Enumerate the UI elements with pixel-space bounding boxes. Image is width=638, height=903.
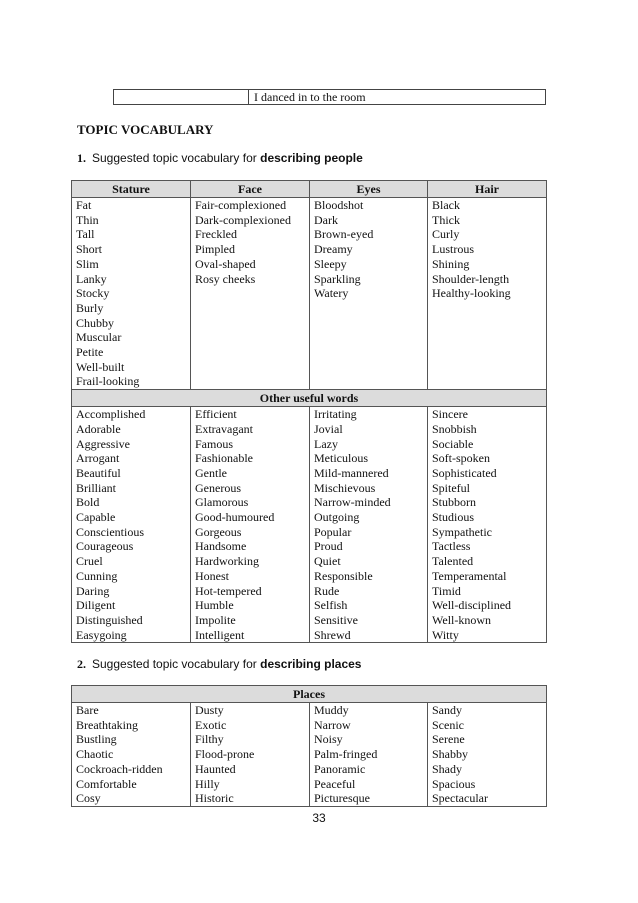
vocabulary-word: Outgoing (314, 510, 360, 525)
section-heading: TOPIC VOCABULARY (77, 122, 214, 137)
vocabulary-word: Shoulder-length (432, 271, 510, 286)
vocabulary-word: Snobbish (432, 421, 477, 436)
vocabulary-word: Mild-mannered (314, 465, 389, 480)
vocabulary-word: Narrow (314, 717, 351, 732)
item-emphasis: describing places (260, 657, 362, 671)
vocabulary-word: Intelligent (195, 627, 245, 642)
vocabulary-word: Adorable (76, 421, 121, 436)
places-col-3 (310, 703, 428, 807)
top-row-right-cell: I danced in to the room (254, 90, 366, 104)
vocabulary-word: Famous (195, 436, 234, 451)
vocabulary-word: Haunted (195, 761, 236, 776)
vocabulary-word: Short (76, 242, 103, 257)
vocabulary-word: Well-built (76, 359, 125, 374)
vocabulary-word: Diligent (76, 598, 116, 613)
vocabulary-word: Burly (76, 300, 104, 315)
vocabulary-word: Exotic (195, 717, 227, 732)
vocabulary-word: Spiteful (432, 480, 470, 495)
vocabulary-word: Bloodshot (314, 198, 364, 212)
vocabulary-word: Talented (432, 554, 474, 569)
vocabulary-word: Muddy (314, 703, 349, 717)
header-stature: Stature (72, 181, 191, 198)
vocabulary-word: Conscientious (76, 524, 144, 539)
vocabulary-word: Cosy (76, 791, 101, 806)
places-col-4 (428, 703, 547, 807)
vocabulary-word: Dusty (195, 703, 224, 717)
top-table-row (113, 89, 546, 105)
vocabulary-word: Well-disciplined (432, 598, 512, 613)
vocabulary-word: Sandy (432, 703, 462, 717)
vocabulary-word: Timid (432, 583, 461, 598)
vocabulary-word: Beautiful (76, 465, 121, 480)
vocabulary-word: Narrow-minded (314, 495, 391, 510)
vocabulary-word: Lanky (76, 271, 107, 286)
vocabulary-word: Hilly (195, 776, 220, 791)
vocabulary-word: Aggressive (76, 436, 130, 451)
vocabulary-word: Peaceful (314, 776, 356, 791)
vocabulary-word: Chaotic (76, 747, 114, 762)
vocabulary-word: Noisy (314, 732, 343, 747)
vocabulary-word: Sincere (432, 407, 468, 422)
header-face: Face (191, 181, 310, 198)
vocabulary-word: Proud (314, 539, 343, 554)
vocabulary-word: Well-known (432, 612, 492, 627)
vocabulary-word: Impolite (195, 612, 236, 627)
vocabulary-word: Rosy cheeks (195, 271, 256, 286)
vocabulary-word: Sleepy (314, 256, 347, 271)
other-words-col-4 (428, 407, 547, 643)
vocabulary-word: Quiet (314, 554, 341, 569)
vocabulary-word: Spacious (432, 776, 476, 791)
face-cell (191, 198, 310, 390)
header-places: Places (72, 686, 547, 703)
vocabulary-word: Dreamy (314, 242, 353, 257)
top-row-left-cell (114, 90, 249, 104)
places-col-1 (72, 703, 191, 807)
item-lead-text: Suggested topic vocabulary for (92, 657, 261, 671)
vocabulary-word: Witty (432, 627, 459, 642)
vocabulary-word: Good-humoured (195, 510, 275, 525)
vocabulary-word: Freckled (195, 227, 237, 242)
vocabulary-word: Responsible (314, 568, 373, 583)
vocabulary-word: Bold (76, 495, 100, 510)
vocabulary-word: Black (432, 198, 460, 212)
vocabulary-word: Honest (195, 568, 229, 583)
vocabulary-word: Handsome (195, 539, 247, 554)
vocabulary-word: Extravagant (195, 421, 253, 436)
other-words-col-2 (191, 407, 310, 643)
vocabulary-word: Cruel (76, 554, 103, 569)
vocabulary-word: Gorgeous (195, 524, 242, 539)
vocabulary-word: Irritating (314, 407, 357, 422)
vocabulary-word: Brown-eyed (314, 227, 374, 242)
vocabulary-word: Cockroach-ridden (76, 761, 163, 776)
vocabulary-word: Oval-shaped (195, 256, 256, 271)
header-other-useful-words: Other useful words (72, 390, 547, 407)
vocabulary-word: Comfortable (76, 776, 137, 791)
vocabulary-word: Historic (195, 791, 234, 806)
vocabulary-word: Easygoing (76, 627, 127, 642)
vocabulary-word: Glamorous (195, 495, 249, 510)
item-number: 1. (77, 151, 86, 165)
places-words-row (72, 703, 547, 807)
vocabulary-word: Hardworking (195, 554, 259, 569)
vocabulary-word: Fat (76, 198, 92, 212)
header-hair: Hair (428, 181, 547, 198)
vocabulary-word: Distinguished (76, 612, 143, 627)
vocabulary-word: Sensitive (314, 612, 358, 627)
vocabulary-word: Dark (314, 212, 338, 227)
vocabulary-word: Tactless (432, 539, 471, 554)
item-lead-text: Suggested topic vocabulary for (92, 151, 261, 165)
vocabulary-word: Scenic (432, 717, 464, 732)
vocabulary-word: Panoramic (314, 761, 366, 776)
vocabulary-word: Tall (76, 227, 95, 242)
eyes-cell (310, 198, 428, 390)
item-emphasis: describing people (260, 151, 363, 165)
vocabulary-word: Stocky (76, 286, 110, 301)
vocabulary-word: Sparkling (314, 271, 361, 286)
places-col-2 (191, 703, 310, 807)
vocabulary-word: Stubborn (432, 495, 477, 510)
vocabulary-word: Generous (195, 480, 241, 495)
vocabulary-word: Capable (76, 510, 116, 525)
vocabulary-word: Flood-prone (195, 747, 255, 762)
vocabulary-word: Filthy (195, 732, 224, 747)
places-vocabulary-table (71, 685, 547, 807)
vocabulary-word: Lazy (314, 436, 338, 451)
stature-cell (72, 198, 191, 390)
vocabulary-word: Petite (76, 345, 104, 360)
vocabulary-word: Daring (76, 583, 110, 598)
vocabulary-word: Efficient (195, 407, 237, 422)
vocabulary-word: Cunning (76, 568, 118, 583)
hair-cell (428, 198, 547, 390)
vocabulary-word: Accomplished (76, 407, 146, 422)
vocabulary-word: Muscular (76, 330, 122, 345)
vocabulary-word: Temperamental (432, 568, 507, 583)
vocabulary-word: Shabby (432, 747, 468, 762)
vocabulary-word: Sophisticated (432, 465, 497, 480)
vocabulary-word: Breathtaking (76, 717, 138, 732)
vocabulary-word: Humble (195, 598, 234, 613)
item-places (77, 657, 361, 672)
vocabulary-word: Studious (432, 510, 475, 525)
vocabulary-word: Meticulous (314, 451, 368, 466)
vocabulary-word: Thin (76, 212, 99, 227)
vocabulary-word: Selfish (314, 598, 348, 613)
vocabulary-word: Picturesque (314, 791, 370, 806)
vocabulary-word: Frail-looking (76, 374, 140, 389)
vocabulary-word: Brilliant (76, 480, 116, 495)
vocabulary-word: Rude (314, 583, 340, 598)
vocabulary-word: Bare (76, 703, 99, 717)
vocabulary-word: Fair-complexioned (195, 198, 287, 212)
vocabulary-word: Lustrous (432, 242, 474, 257)
vocabulary-word: Jovial (314, 421, 343, 436)
vocabulary-word: Shrewd (314, 627, 351, 642)
vocabulary-word: Chubby (76, 315, 115, 330)
people-words-row (72, 198, 547, 390)
vocabulary-word: Sociable (432, 436, 474, 451)
vocabulary-word: Shady (432, 761, 462, 776)
vocabulary-word: Thick (432, 212, 460, 227)
other-words-col-3 (310, 407, 428, 643)
vocabulary-word: Dark-complexioned (195, 212, 291, 227)
vocabulary-word: Palm-fringed (314, 747, 378, 762)
vocabulary-word: Gentle (195, 465, 227, 480)
other-words-row (72, 407, 547, 643)
vocabulary-word: Watery (314, 286, 349, 301)
vocabulary-word: Pimpled (195, 242, 236, 257)
vocabulary-word: Mischievous (314, 480, 376, 495)
vocabulary-word: Spectacular (432, 791, 488, 806)
vocabulary-word: Serene (432, 732, 465, 747)
vocabulary-word: Hot-tempered (195, 583, 262, 598)
vocabulary-word: Courageous (76, 539, 134, 554)
vocabulary-word: Healthy-looking (432, 286, 511, 301)
vocabulary-word: Slim (76, 256, 99, 271)
header-eyes: Eyes (310, 181, 428, 198)
vocabulary-word: Fashionable (195, 451, 253, 466)
vocabulary-word: Soft-spoken (432, 451, 490, 466)
vocabulary-word: Curly (432, 227, 460, 242)
people-vocabulary-table (71, 180, 547, 643)
vocabulary-word: Bustling (76, 732, 117, 747)
vocabulary-word: Sympathetic (432, 524, 492, 539)
page-number: 33 (312, 811, 326, 825)
item-people (77, 151, 363, 166)
item-number: 2. (77, 657, 86, 671)
vocabulary-word: Arrogant (76, 451, 120, 466)
vocabulary-word: Popular (314, 524, 352, 539)
other-words-col-1 (72, 407, 191, 643)
vocabulary-word: Shining (432, 256, 470, 271)
